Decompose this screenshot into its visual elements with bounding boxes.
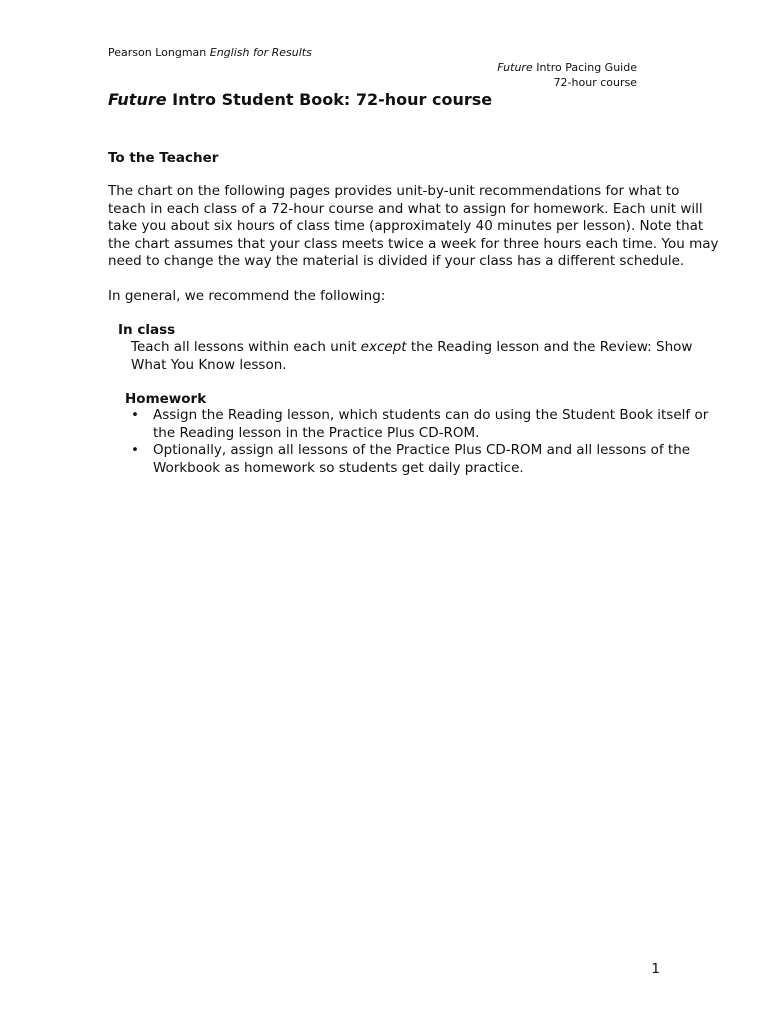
bullet-icon: • — [131, 442, 139, 459]
header-right — [497, 60, 637, 90]
list-item — [131, 442, 708, 477]
bullet-icon: • — [131, 407, 139, 423]
in-class-line1-before: Teach all lessons within each unit — [131, 339, 361, 355]
intro-line: need to change the way the material is divided if your class has a different schedule. — [108, 253, 685, 270]
intro-line: take you about six hours of class time (approximately 40 minutes per lesson). Note that — [108, 218, 704, 235]
page-title — [108, 90, 492, 110]
header-left — [108, 46, 312, 60]
in-class-except: except — [360, 339, 407, 355]
in-class-line1-after: the Reading lesson and the Review: Show — [406, 339, 693, 355]
homework-list — [131, 407, 708, 477]
title-italic: Future — [108, 90, 167, 109]
homework-line: the Reading lesson in the Practice Plus CD-ROM. — [153, 424, 480, 441]
intro-line: the chart assumes that your class meets twice a week for three hours each time. You may — [108, 235, 719, 252]
in-class-line-2: What You Know lesson. — [131, 356, 287, 373]
homework-line: Workbook as homework so students get daily practice. — [153, 459, 524, 476]
to-teacher-heading: To the Teacher — [108, 150, 219, 166]
in-class-text — [131, 339, 692, 374]
header-course: 72-hour course — [553, 76, 637, 89]
list-item — [131, 407, 708, 442]
page-number: 1 — [651, 961, 660, 977]
homework-line: Optionally, assign all lessons of the Practice Plus CD-ROM and all lessons of the — [153, 442, 691, 459]
intro-paragraph — [108, 183, 719, 271]
intro-line: teach in each class of a 72-hour course and what to assign for homework. Each unit will — [108, 200, 703, 217]
homework-line: Assign the Reading lesson, which students can do using the Student Book itself or — [153, 407, 709, 423]
intro-line: The chart on the following pages provides unit-by-unit recommendations for what to — [108, 183, 680, 199]
header-guide-rest: Intro Pacing Guide — [532, 61, 637, 74]
general-recommendation: In general, we recommend the following: — [108, 288, 386, 304]
homework-heading: Homework — [125, 391, 207, 407]
title-rest: Intro Student Book: 72-hour course — [166, 90, 493, 109]
in-class-line-1 — [131, 339, 692, 357]
header-guide-title — [497, 60, 637, 75]
in-class-heading: In class — [118, 322, 176, 338]
header-guide-italic: Future — [497, 61, 533, 74]
header-series: English for Results — [209, 46, 312, 59]
header-publisher: Pearson Longman — [108, 46, 207, 59]
